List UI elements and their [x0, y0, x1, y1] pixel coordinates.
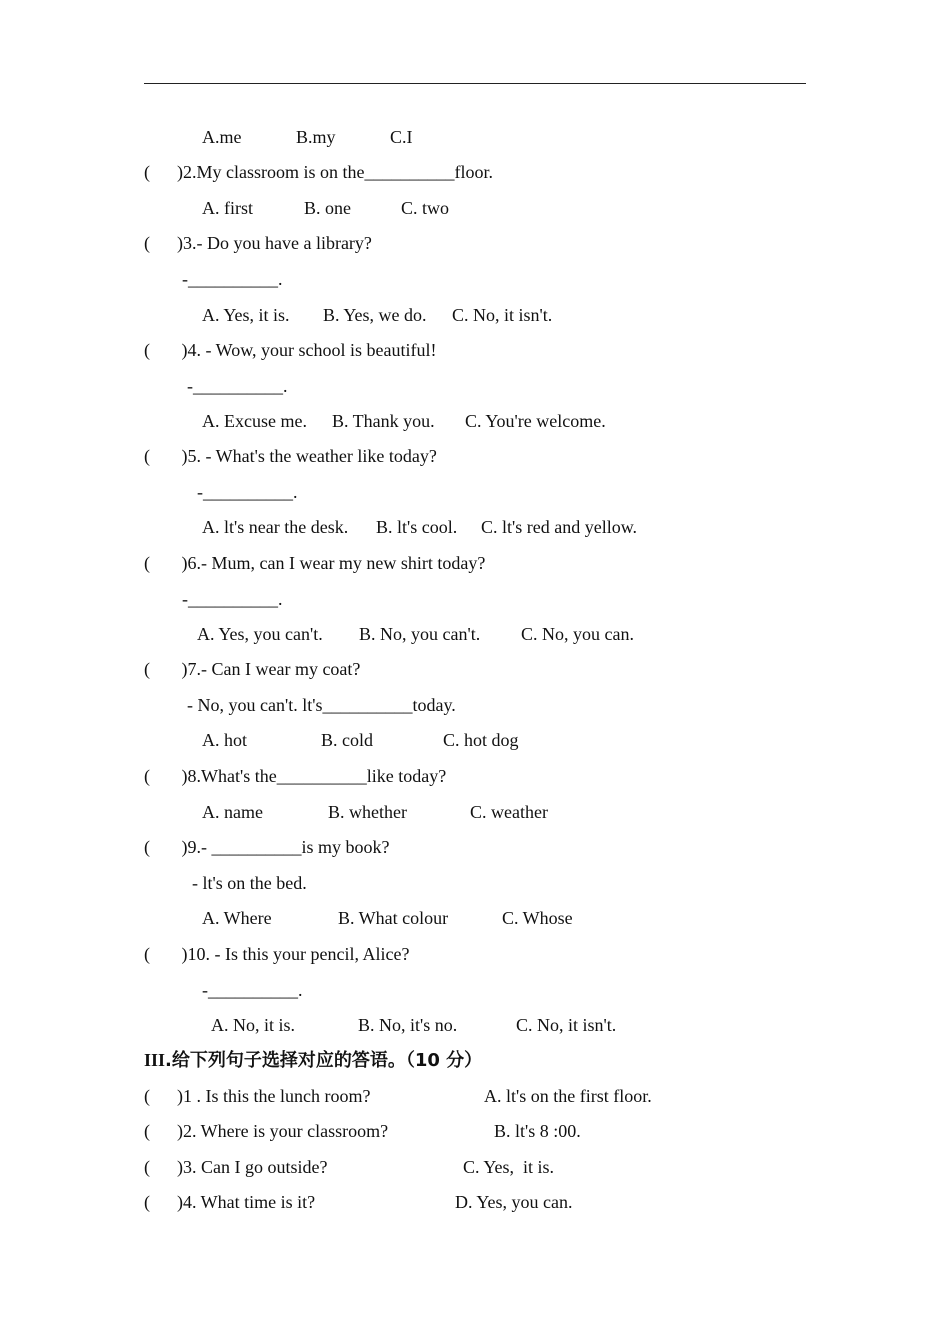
header-rule [144, 83, 806, 84]
q9-answer-line: - lt's on the bed. [192, 873, 307, 893]
q3-stem: ( )3.- Do you have a library? [144, 233, 372, 253]
q10-option-c: C. No, it isn't. [516, 1015, 617, 1035]
q4-option-a: A. Excuse me. [202, 411, 307, 431]
match-question-4: ( )4. What time is it? [144, 1192, 316, 1212]
q5-stem: ( )5. - What's the weather like today? [144, 446, 437, 466]
q3-option-a: A. Yes, it is. [202, 305, 290, 325]
q4-option-c: C. You're welcome. [465, 411, 606, 431]
q9-stem: ( )9.- __________is my book? [144, 837, 390, 857]
q4-answer-line: -__________. [187, 376, 288, 396]
q3-option-c: C. No, it isn't. [452, 305, 553, 325]
q6-answer-line: -__________. [182, 589, 283, 609]
q6-stem: ( )6.- Mum, can I wear my new shirt today? [144, 553, 486, 573]
section-3-heading [144, 1049, 482, 1072]
q8-option-a: A. name [202, 802, 263, 822]
q2-option-c: C. two [401, 198, 450, 218]
q6-option-c: C. No, you can. [521, 624, 634, 644]
q8-option-b: B. whether [328, 802, 407, 822]
q9-option-b: B. What colour [338, 908, 449, 928]
match-answer-d: D. Yes, you can. [455, 1192, 573, 1212]
q7-option-b: B. cold [321, 730, 373, 750]
q10-option-a: A. No, it is. [211, 1015, 296, 1035]
q3-answer-line: -__________. [182, 269, 283, 289]
q7-option-a: A. hot [202, 730, 247, 750]
q10-answer-line: -__________. [202, 980, 303, 1000]
q4-option-b: B. Thank you. [332, 411, 435, 431]
q9-option-c: C. Whose [502, 908, 573, 928]
match-question-2: ( )2. Where is your classroom? [144, 1121, 389, 1141]
match-answer-a: A. lt's on the first floor. [484, 1086, 652, 1106]
q6-option-a: A. Yes, you can't. [197, 624, 323, 644]
q5-answer-line: -__________. [197, 482, 298, 502]
q6-option-b: B. No, you can't. [359, 624, 481, 644]
q2-option-a: A. first [202, 198, 253, 218]
section-3-roman-numeral: III [144, 1050, 166, 1070]
match-question-3: ( )3. Can I go outside? [144, 1157, 328, 1177]
match-answer-c: C. Yes, it is. [463, 1157, 555, 1177]
q2-option-b: B. one [304, 198, 351, 218]
match-answer-b: B. lt's 8 :00. [494, 1121, 581, 1141]
q1-option-c: C.I [390, 127, 413, 147]
q8-option-c: C. weather [470, 802, 548, 822]
q5-option-a: A. lt's near the desk. [202, 517, 349, 537]
q3-option-b: B. Yes, we do. [323, 305, 427, 325]
q4-stem: ( )4. - Wow, your school is beautiful! [144, 340, 437, 360]
q2-stem: ( )2.My classroom is on the__________floor. [144, 162, 493, 182]
q5-option-c: C. lt's red and yellow. [481, 517, 638, 537]
q7-stem: ( )7.- Can I wear my coat? [144, 659, 361, 679]
q10-stem: ( )10. - Is this your pencil, Alice? [144, 944, 410, 964]
q7-answer-line: - No, you can't. lt's__________today. [187, 695, 456, 715]
q9-option-a: A. Where [202, 908, 272, 928]
q7-option-c: C. hot dog [443, 730, 519, 750]
q5-option-b: B. lt's cool. [376, 517, 458, 537]
match-question-1: ( )1 . Is this the lunch room? [144, 1086, 371, 1106]
q1-option-a: A.me [202, 127, 242, 147]
q1-option-b: B.my [296, 127, 336, 147]
q10-option-b: B. No, it's no. [358, 1015, 458, 1035]
q8-stem: ( )8.What's the__________like today? [144, 766, 447, 786]
section-3-title: .给下列句子选择对应的答语。（10 分） [165, 1050, 483, 1071]
